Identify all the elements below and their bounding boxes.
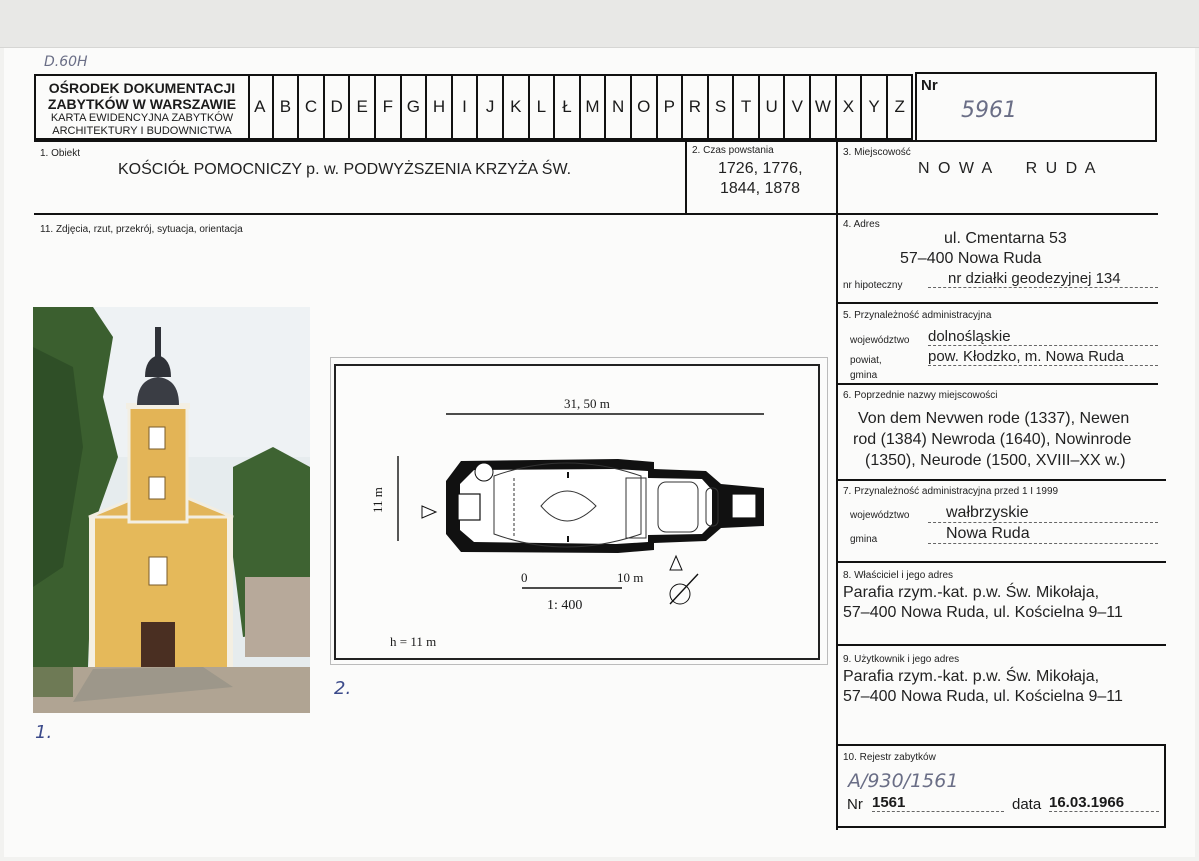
address-label: 4. Adres	[843, 219, 880, 230]
address-line1: ul. Cmentarna 53	[944, 230, 1067, 247]
construction-date-line1: 1726, 1776,	[718, 160, 803, 177]
index-letter: J	[478, 76, 504, 138]
user-line1: Parafia rzym.-kat. p.w. Św. Mikołaja,	[843, 668, 1100, 685]
register-label: 10. Rejestr zabytków	[843, 752, 936, 763]
voivodeship-label: województwo	[850, 335, 910, 346]
register-date: 16.03.1966	[1049, 794, 1159, 812]
index-letter: D	[325, 76, 351, 138]
card-type-line1: KARTA EWIDENCYJNA ZABYTKÓW	[50, 112, 234, 124]
index-letter: M	[581, 76, 607, 138]
county-label: powiat,	[850, 355, 882, 366]
address-line2: 57–400 Nowa Ruda	[900, 250, 1042, 267]
construction-date-label: 2. Czas powstania	[692, 145, 774, 156]
construction-date-line2: 1844, 1878	[720, 180, 801, 197]
org-name-line1: OŚRODEK DOKUMENTACJI	[48, 80, 236, 96]
index-letter: R	[683, 76, 709, 138]
owner-label: 8. Właściciel i jego adres	[843, 570, 954, 581]
church-photo	[33, 307, 310, 713]
pre1999-affiliation-label: 7. Przynależność administracyjna przed 1 I 1999	[843, 486, 1059, 497]
index-letter: F	[376, 76, 402, 138]
index-letter: X	[837, 76, 863, 138]
locality-label: 3. Miejscowość	[843, 147, 911, 158]
org-name-line2: ZABYTKÓW W WARSZAWIE	[47, 96, 237, 112]
card-type-line2: ARCHITEKTURY I BUDOWNICTWA	[52, 125, 232, 137]
nr-label: Nr	[921, 77, 938, 94]
parcel-number: nr działki geodezyjnej 134	[928, 270, 1158, 288]
voivodeship-pre1999-label: województwo	[850, 510, 910, 521]
plan-number: 2.	[334, 678, 352, 699]
mortgage-label: nr hipoteczny	[843, 280, 903, 291]
index-letter: Ł	[555, 76, 581, 138]
object-label: 1. Obiekt	[40, 148, 81, 159]
height-note: h = 11 m	[390, 634, 437, 649]
municipality-pre1999-label: gmina	[850, 534, 878, 545]
former-names-line1: Von dem Nevwen rode (1337), Newen	[858, 410, 1130, 427]
user-line2: 57–400 Nowa Ruda, ul. Kościelna 9–11	[843, 688, 1123, 705]
locality-value: N O W A R U D A	[918, 160, 1098, 177]
card-number-handwritten: 5961	[961, 98, 1017, 123]
voivodeship-value: dolnośląskie	[928, 328, 1158, 346]
archive-code: D.60H	[44, 54, 88, 70]
scale-ten: 10 m	[617, 570, 644, 585]
municipality-pre1999-value: Nowa Ruda	[928, 525, 1158, 544]
index-letter: N	[606, 76, 632, 138]
institution-header	[34, 74, 250, 140]
index-letter: Z	[888, 76, 914, 138]
index-letter: S	[709, 76, 735, 138]
index-letter: L	[530, 76, 556, 138]
index-letter: C	[299, 76, 325, 138]
register-nr-label: Nr	[847, 796, 863, 813]
scan-top-strip	[0, 0, 1199, 48]
index-letter: G	[402, 76, 428, 138]
card-number-box	[915, 72, 1157, 142]
length-dimension: 31, 50 m	[564, 396, 610, 411]
scale-zero: 0	[521, 570, 528, 585]
former-names-line3: (1350), Neurode (1500, XVIII–XX w.)	[865, 452, 1126, 469]
register-handwritten: A/930/1561	[848, 770, 959, 792]
owner-line1: Parafia rzym.-kat. p.w. Św. Mikołaja,	[843, 584, 1100, 601]
voivodeship-pre1999-value: wałbrzyskie	[928, 504, 1158, 523]
index-letter: A	[248, 76, 274, 138]
index-letter: U	[760, 76, 786, 138]
index-letter: I	[453, 76, 479, 138]
index-letter: H	[427, 76, 453, 138]
index-letter: W	[811, 76, 837, 138]
admin-affiliation-label: 5. Przynależność administracyjna	[843, 310, 992, 321]
former-names-line2: rod (1384) Newroda (1640), Nowinrode	[853, 431, 1132, 448]
alphabet-index	[248, 74, 913, 140]
index-letter: Y	[862, 76, 888, 138]
photos-label: 11. Zdjęcia, rzut, przekrój, sytuacja, orientacja	[40, 224, 243, 235]
index-letter: V	[785, 76, 811, 138]
index-letter: E	[350, 76, 376, 138]
index-letter: T	[734, 76, 760, 138]
owner-line2: 57–400 Nowa Ruda, ul. Kościelna 9–11	[843, 604, 1123, 621]
object-value: KOŚCIÓŁ POMOCNICZY p. w. PODWYŻSZENIA KRZYŻA ŚW.	[118, 161, 572, 178]
register-date-label: data	[1012, 796, 1042, 813]
county-value: pow. Kłodzko, m. Nowa Ruda	[928, 348, 1158, 366]
index-letter: P	[658, 76, 684, 138]
former-names-label: 6. Poprzednie nazwy miejscowości	[843, 390, 998, 401]
user-label: 9. Użytkownik i jego adres	[843, 654, 960, 665]
photo-number: 1.	[35, 722, 53, 743]
register-number: 1561	[872, 794, 1004, 812]
width-dimension: 11 m	[370, 487, 385, 513]
municipality-label: gmina	[850, 370, 878, 381]
scale-ratio: 1: 400	[547, 598, 583, 613]
index-letter: B	[274, 76, 300, 138]
index-letter: K	[504, 76, 530, 138]
index-letter: O	[632, 76, 658, 138]
